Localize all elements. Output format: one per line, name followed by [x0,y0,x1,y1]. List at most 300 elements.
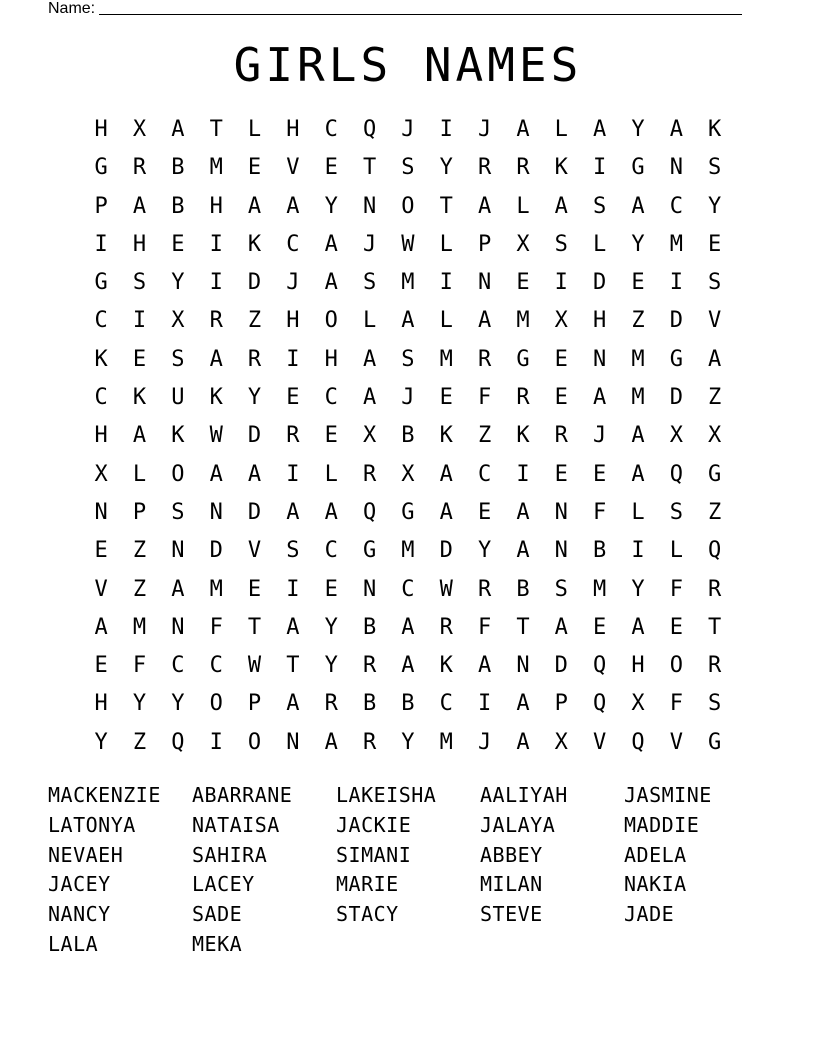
grid-cell: I [669,270,683,296]
grid-cell: A [362,385,377,411]
name-field [48,0,742,18]
grid-cell: A [439,461,453,487]
grid-cell: D [247,423,262,449]
grid-cell: V [669,729,683,755]
grid-cell: I [94,231,108,257]
grid-row [82,574,734,612]
grid-cell: G [401,499,415,525]
grid-cell: M [593,576,607,602]
grid-cell: N [209,499,223,525]
grid-cell: M [631,346,645,372]
grid-row [82,688,734,726]
grid-cell: D [593,270,607,296]
word-list-item: MILAN [480,872,543,897]
grid-cell: Y [631,231,645,257]
grid-cell: H [94,117,108,142]
grid-cell: L [439,231,453,257]
grid-cell: I [593,155,607,181]
grid-cell: H [593,308,607,334]
grid-cell: A [171,576,185,602]
grid-row [82,420,734,458]
grid-cell: D [209,538,223,564]
grid-cell: L [554,117,568,142]
grid-cell: E [554,385,568,411]
word-list-item: SADE [192,902,243,927]
grid-cell: R [708,653,722,679]
grid-cell: L [247,117,262,142]
grid-cell: D [554,653,568,679]
grid-cell: C [669,193,683,219]
grid-cell: Z [247,308,262,334]
grid-cell: K [554,155,568,181]
grid-cell: C [286,231,300,257]
grid-cell: H [286,308,300,334]
grid-row [82,650,734,688]
grid-cell: X [401,461,415,487]
word-list-item: JACKIE [336,812,412,837]
grid-cell: L [669,538,683,564]
grid-cell: A [324,270,338,296]
grid-cell: A [554,193,568,219]
grid-cell: N [477,270,492,296]
grid-cell: J [477,117,492,142]
grid-cell: R [477,346,492,372]
grid-cell: P [477,231,492,257]
grid-cell: I [439,117,453,142]
grid-row [82,497,734,535]
word-list-item: NEVAEH [48,842,124,867]
grid-cell: W [247,653,262,679]
grid-cell: Q [593,653,607,679]
grid-cell: B [171,193,185,219]
grid-cell: E [247,576,262,602]
grid-cell: E [94,538,108,564]
grid-cell: N [362,576,377,602]
grid-cell: A [631,614,645,640]
grid-cell: R [516,155,530,181]
grid-cell: C [324,117,338,142]
grid-cell: M [516,308,530,334]
word-list-item: JALAYA [480,812,556,837]
grid-cell: I [439,270,453,296]
grid-cell: V [708,308,722,334]
word-list-item: LACEY [192,872,255,897]
grid-cell: E [554,461,568,487]
word-list-item: STACY [336,902,399,927]
grid-cell: S [593,193,607,219]
grid-cell: N [554,499,568,525]
grid-cell: K [516,423,530,449]
grid-cell: F [132,653,147,679]
grid-cell: H [94,691,108,717]
grid-cell: Q [362,117,377,142]
grid-row [82,191,734,229]
grid-cell: M [132,614,147,640]
grid-cell: D [669,308,683,334]
grid-cell: W [209,423,223,449]
word-list-item: LALA [48,931,99,956]
grid-cell: R [362,729,377,755]
word-list [48,781,768,960]
grid-cell: Y [324,193,338,219]
word-list-item: LATONYA [48,812,136,837]
grid-cell: A [631,461,645,487]
grid-cell: T [516,614,530,640]
grid-cell: I [477,691,492,717]
grid-cell: A [209,346,223,372]
grid-row [82,267,734,305]
grid-cell: S [286,538,300,564]
grid-cell: Y [477,538,492,564]
grid-cell: A [669,117,683,142]
grid-cell: J [477,729,492,755]
grid-cell: A [516,499,530,525]
grid-cell: G [669,346,683,372]
grid-cell: X [669,423,683,449]
grid-cell: L [132,461,147,487]
grid-cell: W [439,576,453,602]
grid-cell: A [286,614,300,640]
grid-cell: Z [132,538,147,564]
grid-cell: K [439,423,453,449]
word-list-item: JADE [624,902,675,927]
grid-cell: C [94,385,108,411]
word-list-item: SIMANI [336,842,412,867]
grid-cell: R [209,308,223,334]
grid-cell: G [362,538,377,564]
grid-cell: O [171,461,185,487]
grid-cell: A [171,117,185,142]
grid-row [82,344,734,382]
grid-cell: M [209,576,223,602]
grid-cell: M [209,155,223,181]
grid-cell: A [401,308,415,334]
grid-cell: A [247,461,262,487]
grid-cell: A [554,614,568,640]
grid-cell: O [669,653,683,679]
name-label: Name: [48,0,96,17]
grid-cell: Z [631,308,645,334]
grid-cell: R [516,385,530,411]
grid-cell: N [171,538,185,564]
grid-cell: I [209,231,223,257]
grid-cell: E [324,155,338,181]
word-list-item: LAKEISHA [336,783,437,807]
grid-cell: E [593,614,607,640]
grid-cell: Q [669,461,683,487]
grid-cell: S [554,231,568,257]
grid-cell: Y [324,653,338,679]
grid-cell: J [362,231,377,257]
grid-cell: K [132,385,147,411]
grid-cell: Y [132,691,147,717]
grid-cell: B [362,691,377,717]
word-list-item: STEVE [480,902,543,927]
grid-cell: Y [631,576,645,602]
grid-cell: A [593,385,607,411]
grid-cell: J [401,117,415,142]
grid-cell: J [286,270,300,296]
grid-cell: X [708,423,722,449]
grid-cell: F [669,576,683,602]
grid-cell: Y [439,155,453,181]
grid-cell: A [132,193,147,219]
grid-cell: A [247,193,262,219]
grid-cell: J [593,423,607,449]
grid-cell: S [171,499,185,525]
word-list-item: ABBEY [480,842,543,867]
grid-cell: F [477,614,492,640]
grid-row [82,382,734,420]
grid-cell: A [324,729,338,755]
grid-cell: B [401,423,415,449]
grid-cell: R [708,576,722,602]
grid-cell: L [324,461,338,487]
grid-cell: C [324,385,338,411]
grid-cell: I [132,308,147,334]
grid-row [82,612,734,650]
grid-cell: Z [708,385,722,411]
grid-cell: Q [708,538,722,564]
grid-cell: H [324,346,338,372]
grid-cell: X [362,423,377,449]
grid-cell: E [286,385,300,411]
grid-cell: K [209,385,223,411]
grid-cell: P [94,193,108,219]
word-list-item: ABARRANE [192,783,293,807]
word-list-item: AALIYAH [480,783,568,807]
grid-cell: E [439,385,453,411]
grid-cell: E [669,614,683,640]
grid-cell: A [516,691,530,717]
grid-cell: Q [171,729,185,755]
grid-cell: B [516,576,530,602]
grid-cell: D [247,270,262,296]
grid-cell: K [171,423,185,449]
grid-cell: I [286,461,300,487]
grid-cell: F [593,499,607,525]
grid-cell: K [439,653,453,679]
grid-cell: D [669,385,683,411]
grid-cell: K [94,346,108,372]
grid-cell: N [362,193,377,219]
grid-cell: I [554,270,568,296]
grid-cell: N [593,346,607,372]
grid-cell: A [286,193,300,219]
grid-cell: C [324,538,338,564]
grid-cell: E [516,270,530,296]
grid-cell: A [324,231,338,257]
grid-cell: O [401,193,415,219]
grid-cell: R [554,423,568,449]
grid-cell: W [401,231,415,257]
grid-cell: K [247,231,262,257]
grid-row [82,305,734,343]
word-list-item: MADDIE [624,812,700,837]
word-list-item: JASMINE [624,783,712,807]
grid-cell: B [401,691,415,717]
grid-cell: S [708,155,722,181]
grid-cell: S [669,499,683,525]
word-list-item: MARIE [336,872,399,897]
grid-cell: E [171,231,185,257]
grid-cell: B [362,614,377,640]
grid-cell: V [247,538,262,564]
grid-cell: H [209,193,223,219]
grid-cell: Y [631,117,645,142]
grid-cell: M [401,538,415,564]
grid-cell: A [362,346,377,372]
grid-cell: R [132,155,147,181]
grid-cell: Y [247,385,262,411]
grid-row [82,459,734,497]
word-list-item: NAKIA [624,872,687,897]
grid-cell: Y [708,193,722,219]
grid-cell: A [439,499,453,525]
grid-cell: E [554,346,568,372]
grid-cell: S [171,346,185,372]
grid-cell: A [132,423,147,449]
grid-cell: L [631,499,645,525]
grid-cell: A [401,614,415,640]
grid-cell: B [171,155,185,181]
grid-cell: A [516,117,530,142]
grid-cell: X [554,729,568,755]
grid-cell: E [631,270,645,296]
grid-cell: A [324,499,338,525]
name-underline [99,0,742,15]
grid-cell: Z [132,576,147,602]
word-list-item: SAHIRA [192,842,268,867]
grid-cell: G [708,461,722,487]
grid-cell: A [286,691,300,717]
grid-cell: S [554,576,568,602]
grid-cell: A [516,538,530,564]
grid-cell: R [477,155,492,181]
grid-cell: S [401,346,415,372]
grid-cell: G [708,729,722,755]
grid-cell: Y [171,270,185,296]
grid-cell: A [516,729,530,755]
grid-cell: M [439,729,453,755]
grid-cell: F [209,614,223,640]
grid-cell: X [554,308,568,334]
grid-cell: X [516,231,530,257]
grid-cell: R [362,653,377,679]
grid-cell: T [286,653,300,679]
grid-cell: N [669,155,683,181]
grid-cell: Z [132,729,147,755]
grid-cell: G [631,155,645,181]
grid-cell: S [708,270,722,296]
grid-cell: A [209,461,223,487]
grid-cell: J [401,385,415,411]
grid-cell: I [516,461,530,487]
grid-cell: E [324,576,338,602]
grid-cell: C [209,653,223,679]
grid-cell: C [94,308,108,334]
grid-cell: I [631,538,645,564]
grid-cell: P [247,691,262,717]
grid-row [82,535,734,573]
grid-cell: O [324,308,338,334]
grid-cell: C [401,576,415,602]
word-list-item: ADELA [624,842,687,867]
grid-cell: K [708,117,722,142]
grid-cell: Q [631,729,645,755]
word-list-item: NANCY [48,902,111,927]
grid-cell: E [324,423,338,449]
grid-cell: X [171,308,185,334]
grid-cell: I [209,729,223,755]
grid-cell: L [439,308,453,334]
grid-cell: P [554,691,568,717]
grid-cell: L [362,308,377,334]
grid-cell: R [439,614,453,640]
grid-row [82,114,734,152]
grid-cell: C [171,653,185,679]
grid-cell: R [324,691,338,717]
grid-cell: T [209,117,223,142]
grid-cell: M [631,385,645,411]
grid-cell: C [439,691,453,717]
grid-cell: P [132,499,147,525]
letter-grid [82,114,734,765]
grid-cell: O [247,729,262,755]
grid-cell: T [439,193,453,219]
grid-cell: F [669,691,683,717]
grid-cell: D [247,499,262,525]
grid-cell: X [94,461,108,487]
grid-cell: U [171,385,185,411]
word-list-item: MEKA [192,931,243,956]
grid-cell: N [554,538,568,564]
grid-cell: E [132,346,147,372]
grid-cell: Q [362,499,377,525]
page-title: GIRLS NAMES [233,38,583,92]
grid-row [82,152,734,190]
grid-cell: T [362,155,377,181]
grid-cell: E [247,155,262,181]
grid-cell: G [94,270,108,296]
grid-cell: X [132,117,147,142]
grid-cell: C [477,461,492,487]
grid-cell: H [132,231,147,257]
grid-cell: A [631,193,645,219]
grid-cell: V [593,729,607,755]
grid-cell: B [593,538,607,564]
grid-cell: S [401,155,415,181]
grid-cell: A [401,653,415,679]
grid-cell: S [708,691,722,717]
grid-cell: E [708,231,722,257]
grid-cell: M [439,346,453,372]
grid-cell: M [401,270,415,296]
grid-cell: E [94,653,108,679]
grid-cell: A [286,499,300,525]
grid-cell: V [94,576,108,602]
grid-cell: G [516,346,530,372]
grid-cell: S [132,270,147,296]
grid-cell: H [94,423,108,449]
grid-cell: H [286,117,300,142]
grid-cell: Q [593,691,607,717]
grid-cell: A [477,308,492,334]
grid-cell: N [94,499,108,525]
grid-row [82,727,734,765]
word-list-item: NATAISA [192,812,280,837]
grid-cell: V [286,155,300,181]
